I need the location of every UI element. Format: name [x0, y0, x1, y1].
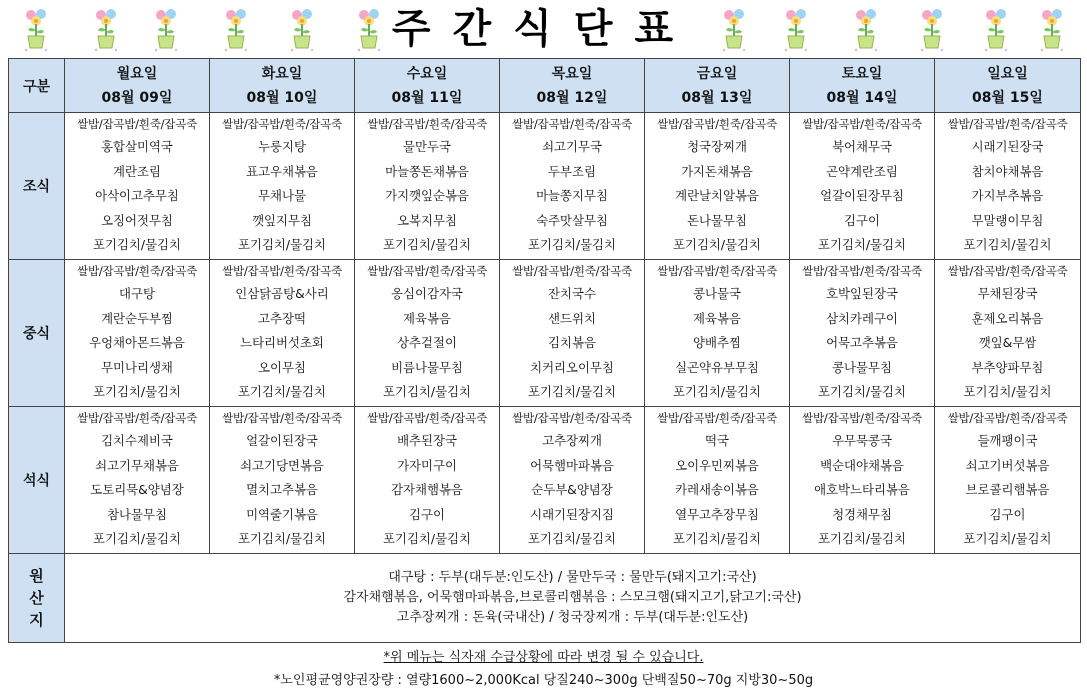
menu-item: 계란날치알볶음 [675, 188, 759, 204]
menu-item: 배추된장국 [397, 433, 457, 449]
menu-item: 마늘쫑돈채볶음 [385, 163, 469, 179]
menu-item: 계란순두부찜 [101, 310, 173, 326]
menu-item: 가지깻잎순볶음 [385, 188, 469, 204]
menu-item: 포기김치/물김치 [818, 384, 906, 400]
menu-item: 대구탕 [119, 286, 155, 302]
menu-cell [210, 113, 355, 260]
menu-item: 쇠고기무채볶음 [95, 457, 179, 473]
menu-item: 쌀밥/잡곡밥/흰죽/잡곡죽 [657, 117, 777, 132]
menu-item: 어묵고추볶음 [826, 335, 898, 351]
menu-item: 쌀밥/잡곡밥/흰죽/잡곡죽 [512, 117, 632, 132]
menu-item: 김구이 [409, 506, 445, 522]
meal-label: 중식 [9, 260, 65, 407]
menu-item: 가자미구이 [397, 457, 457, 473]
menu-item: 상추겉절이 [397, 335, 457, 351]
day-name: 월요일 [116, 65, 158, 82]
menu-item: 옹심이감자국 [391, 286, 463, 302]
menu-item: 오이우민찌볶음 [675, 457, 759, 473]
menu-item: 무말랭이무침 [971, 212, 1044, 228]
menu-item: 호박잎된장국 [826, 286, 898, 302]
menu-item: 포기김치/물김치 [383, 237, 471, 253]
menu-item: 북어채무국 [832, 139, 892, 155]
menu-item: 쌀밥/잡곡밥/흰죽/잡곡죽 [802, 264, 922, 279]
menu-item: 김구이 [844, 212, 880, 228]
menu-item: 돈나물무침 [687, 212, 747, 228]
menu-item: 쌀밥/잡곡밥/흰죽/잡곡죽 [77, 264, 197, 279]
menu-item: 쌀밥/잡곡밥/흰죽/잡곡죽 [802, 117, 922, 132]
menu-item: 애호박느타리볶음 [814, 482, 910, 498]
menu-item: 쌀밥/잡곡밥/흰죽/잡곡죽 [802, 411, 922, 426]
menu-item: 깻잎&무쌈 [978, 335, 1037, 351]
menu-item: 쇠고기당면볶음 [240, 457, 324, 473]
menu-cell [210, 260, 355, 407]
menu-item: 곤약계란조림 [826, 163, 898, 179]
day-date: 08월 15일 [972, 89, 1043, 106]
meal-label: 석식 [9, 407, 65, 554]
menu-item: 포기김치/물김치 [528, 531, 616, 547]
origin-label-char: 산 [29, 589, 44, 607]
menu-item: 가지돈채볶음 [681, 163, 753, 179]
day-date: 08월 14일 [826, 89, 898, 106]
menu-item: 실곤약유부무침 [675, 359, 759, 375]
menu-item: 계란조림 [113, 163, 161, 179]
menu-item: 쇠고기버섯볶음 [965, 457, 1050, 473]
menu-cell [355, 407, 500, 554]
menu-item: 포기김치/물김치 [93, 531, 181, 547]
day-header-fri [645, 59, 790, 113]
menu-cell [645, 113, 790, 260]
menu-item: 비름나물무침 [391, 359, 463, 375]
origin-row [9, 554, 1081, 643]
day-header-sat [790, 59, 935, 113]
menu-cell [790, 113, 935, 260]
menu-item: 샌드위치 [548, 310, 596, 326]
menu-cell [935, 113, 1081, 260]
menu-item: 무채나물 [258, 188, 306, 204]
menu-item: 김치볶음 [548, 335, 596, 351]
menu-item: 홍합살미역국 [101, 139, 173, 155]
menu-cell [500, 113, 645, 260]
menu-cell [935, 260, 1081, 407]
menu-item: 오이무침 [258, 359, 306, 375]
day-header-mon [65, 59, 210, 113]
menu-item: 쌀밥/잡곡밥/흰죽/잡곡죽 [657, 264, 777, 279]
menu-item: 쇠고기무국 [542, 139, 602, 155]
day-date: 08월 09일 [101, 89, 173, 106]
menu-item: 포기김치/물김치 [238, 237, 326, 253]
breakfast-row [9, 113, 1081, 260]
menu-item: 참나물무침 [107, 506, 167, 522]
nutrition-note: *노인평균영양권장량 : 열량1600~2,000Kcal 당질240~300g 단백질50~70g 지방30~50g [273, 673, 814, 688]
menu-item: 열무고추장무침 [675, 506, 759, 522]
menu-item: 청경채무침 [832, 506, 892, 522]
menu-item: 쌀밥/잡곡밥/흰죽/잡곡죽 [222, 411, 342, 426]
menu-item: 포기김치/물김치 [528, 237, 616, 253]
menu-item: 훈제오리볶음 [971, 310, 1044, 326]
menu-item: 고추장떡 [258, 310, 306, 326]
day-header-sun [935, 59, 1081, 113]
origin-line: 고추장찌개 : 돈육(국내산) / 청국장찌개 : 두부(대두분:인도산) [396, 610, 749, 625]
origin-label [9, 554, 65, 643]
menu-item: 포기김치/물김치 [238, 531, 326, 547]
menu-item: 삼치카레구이 [826, 310, 898, 326]
menu-item: 우무묵콩국 [832, 433, 892, 449]
menu-item: 쌀밥/잡곡밥/흰죽/잡곡죽 [947, 264, 1068, 279]
day-name: 금요일 [696, 65, 738, 82]
menu-item: 포기김치/물김치 [818, 237, 906, 253]
origin-label-char: 지 [29, 611, 44, 629]
day-date: 08월 12일 [536, 89, 608, 106]
menu-cell [65, 113, 210, 260]
menu-item: 쌀밥/잡곡밥/흰죽/잡곡죽 [367, 411, 487, 426]
menu-item: 콩나물무침 [832, 359, 892, 375]
menu-cell [355, 260, 500, 407]
menu-item: 쌀밥/잡곡밥/흰죽/잡곡죽 [77, 411, 197, 426]
menu-item: 쌀밥/잡곡밥/흰죽/잡곡죽 [947, 117, 1068, 132]
menu-item: 포기김치/물김치 [238, 384, 326, 400]
menu-item: 포기김치/물김치 [963, 384, 1052, 400]
menu-item: 떡국 [705, 433, 729, 449]
menu-item: 잔치국수 [548, 286, 596, 302]
menu-cell [210, 407, 355, 554]
menu-cell [790, 260, 935, 407]
menu-item: 김치수제비국 [101, 433, 173, 449]
menu-item: 양배추찜 [693, 335, 741, 351]
day-name: 화요일 [261, 65, 303, 82]
day-name: 목요일 [551, 65, 593, 82]
day-name: 수요일 [406, 65, 448, 82]
origin-line: 감자채햄볶음, 어묵햄마파볶음,브로콜리햄볶음 : 스모크햄(돼지고기,닭고기:국산) [343, 590, 802, 605]
menu-item: 포기김치/물김치 [963, 237, 1052, 253]
menu-item: 멸치고추볶음 [246, 482, 318, 498]
menu-item: 가지부추볶음 [971, 188, 1044, 204]
menu-item: 백순대야채볶음 [820, 457, 904, 473]
day-name: 토요일 [841, 65, 883, 82]
menu-cell [790, 407, 935, 554]
origin-line: 대구탕 : 두부(대두분:인도산) / 물만두국 : 물만두(돼지고기:국산) [388, 570, 757, 585]
day-date: 08월 13일 [681, 89, 753, 106]
menu-item: 누룽지탕 [258, 139, 306, 155]
change-notice: *위 메뉴는 식자재 수급상황에 따라 변경 될 수 있습니다. [383, 650, 704, 665]
menu-item: 얼갈이된장국 [246, 433, 318, 449]
menu-item: 포기김치/물김치 [93, 237, 181, 253]
menu-item: 오복지무침 [397, 212, 457, 228]
menu-item: 도토리묵&양념장 [90, 482, 184, 498]
menu-item: 포기김치/물김치 [383, 531, 471, 547]
menu-cell [65, 407, 210, 554]
menu-item: 포기김치/물김치 [528, 384, 616, 400]
menu-cell [935, 407, 1081, 554]
menu-item: 시래기된장국 [971, 139, 1044, 155]
menu-item: 쌀밥/잡곡밥/흰죽/잡곡죽 [77, 117, 197, 132]
menu-item: 무채된장국 [977, 286, 1038, 302]
origin-label-char: 원 [29, 567, 44, 585]
menu-cell [65, 260, 210, 407]
menu-item: 포기김치/물김치 [93, 384, 181, 400]
menu-item: 쌀밥/잡곡밥/흰죽/잡곡죽 [367, 264, 487, 279]
lunch-row [9, 260, 1081, 407]
menu-item: 콩나물국 [693, 286, 741, 302]
menu-item: 포기김치/물김치 [818, 531, 906, 547]
menu-item: 참치야채볶음 [971, 163, 1044, 179]
menu-item: 물만두국 [403, 139, 451, 155]
menu-item: 제육볶음 [403, 310, 451, 326]
menu-item: 우엉채아몬드볶음 [89, 335, 185, 351]
menu-item: 쌀밥/잡곡밥/흰죽/잡곡죽 [512, 264, 632, 279]
menu-item: 숙주맛살무침 [536, 212, 608, 228]
menu-item: 포기김치/물김치 [963, 531, 1052, 547]
menu-item: 미역줄기볶음 [246, 506, 318, 522]
origin-info [65, 554, 1081, 643]
menu-item: 포기김치/물김치 [673, 237, 761, 253]
day-header-wed [355, 59, 500, 113]
day-date: 08월 11일 [391, 89, 463, 106]
menu-item: 어묵햄마파볶음 [530, 457, 614, 473]
menu-cell [645, 260, 790, 407]
menu-cell [355, 113, 500, 260]
menu-item: 인삼닭곰탕&사리 [235, 286, 329, 302]
menu-item: 깻잎지무침 [252, 212, 312, 228]
menu-item: 쌀밥/잡곡밥/흰죽/잡곡죽 [222, 264, 342, 279]
menu-item: 쌀밥/잡곡밥/흰죽/잡곡죽 [367, 117, 487, 132]
dinner-row [9, 407, 1081, 554]
menu-item: 오징어젓무침 [101, 212, 173, 228]
menu-item: 시래기된장지짐 [530, 506, 614, 522]
day-header-thu [500, 59, 645, 113]
day-name: 일요일 [987, 65, 1028, 82]
menu-cell [500, 260, 645, 407]
weekly-menu-table [8, 58, 1081, 643]
menu-item: 들깨팽이국 [977, 433, 1038, 449]
menu-item: 포기김치/물김치 [673, 384, 761, 400]
menu-item: 치커리오이무침 [530, 359, 614, 375]
menu-item: 두부조림 [548, 163, 596, 179]
menu-item: 아삭이고추무침 [95, 188, 179, 204]
menu-item: 얼갈이된장무침 [820, 188, 904, 204]
menu-item: 카레새송이볶음 [675, 482, 759, 498]
menu-item: 마늘쫑지무침 [536, 188, 608, 204]
menu-cell [645, 407, 790, 554]
menu-item: 제육볶음 [693, 310, 741, 326]
menu-item: 김구이 [989, 506, 1026, 522]
corner-label: 구분 [9, 59, 65, 113]
menu-item: 포기김치/물김치 [673, 531, 761, 547]
menu-item: 쌀밥/잡곡밥/흰죽/잡곡죽 [222, 117, 342, 132]
meal-label: 조식 [9, 113, 65, 260]
menu-item: 무미나리생채 [101, 359, 173, 375]
menu-item: 느타리버섯초회 [240, 335, 324, 351]
menu-item: 부추양파무침 [971, 359, 1044, 375]
menu-cell [500, 407, 645, 554]
menu-item: 쌀밥/잡곡밥/흰죽/잡곡죽 [657, 411, 777, 426]
menu-item: 감자채햄볶음 [391, 482, 463, 498]
menu-item: 표고우채볶음 [246, 163, 318, 179]
day-header-tue [210, 59, 355, 113]
day-date: 08월 10일 [246, 89, 318, 106]
menu-item: 순두부&양념장 [531, 482, 613, 498]
menu-item: 쌀밥/잡곡밥/흰죽/잡곡죽 [512, 411, 632, 426]
menu-item: 고추장찌개 [542, 433, 602, 449]
page-header [0, 0, 1087, 58]
page-title: 주간식단표 [391, 6, 696, 52]
menu-item: 쌀밥/잡곡밥/흰죽/잡곡죽 [947, 411, 1068, 426]
menu-item: 브로콜리햄볶음 [965, 482, 1050, 498]
header-row [9, 59, 1081, 113]
menu-item: 청국장찌개 [687, 139, 747, 155]
menu-item: 포기김치/물김치 [383, 384, 471, 400]
